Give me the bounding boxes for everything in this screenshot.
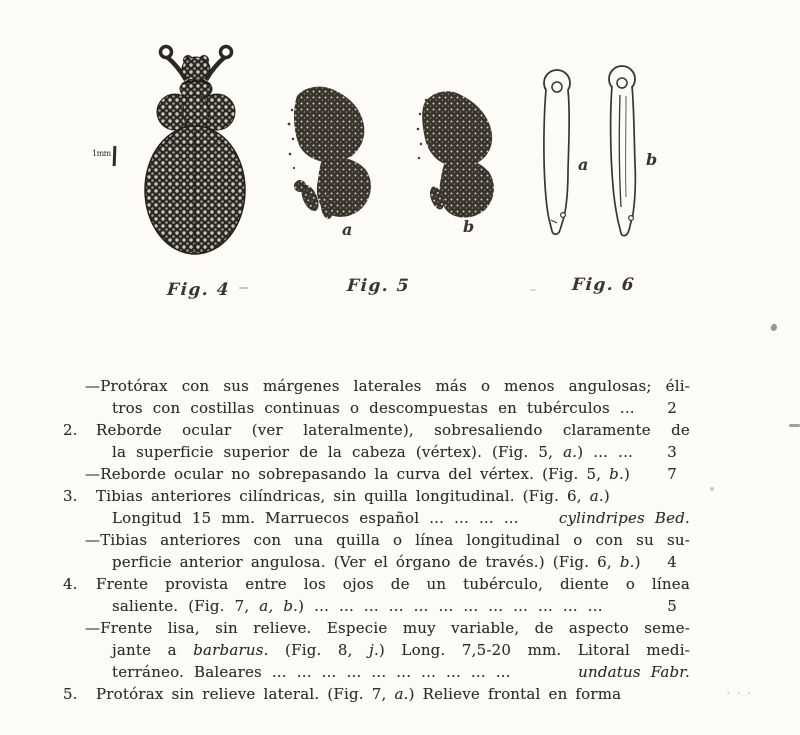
scan-artifact	[789, 424, 800, 427]
fig5-label-b: b	[463, 217, 475, 236]
key-line-1	[63, 375, 690, 397]
entry-number-marker: 3.	[63, 487, 78, 505]
key-line-14	[63, 661, 690, 683]
entry-dash-marker: —	[85, 377, 101, 395]
key-line-15	[63, 683, 690, 705]
entry-dash-marker: —	[85, 619, 101, 637]
key-line-3	[63, 419, 690, 441]
key-line-text: Reborde ocular no sobrepasando la curva del vértex. (Fig. 5,	[100, 465, 610, 483]
key-line-text: ) Relieve frontal en forma	[408, 685, 622, 703]
key-line-text: Protórax con sus márgenes laterales más o menos angulosas; éli-	[100, 377, 690, 395]
key-line-text: terráneo. Baleares ... ... ... ... ... ... ... ... ... ...	[112, 663, 511, 681]
entry-number-marker: 5.	[63, 685, 78, 703]
key-line-text: Frente lisa, sin relieve. Especie muy variable, de aspecto seme-	[100, 619, 690, 637]
key-line-text-italic: b.	[619, 553, 635, 571]
key-ref-number: 4	[667, 553, 677, 571]
key-line-text: Frente provista entre los ojos de un tubérculo, diente o línea	[96, 575, 690, 593]
key-line-11	[63, 595, 690, 617]
key-ref-species: cylindripes Bed.	[558, 509, 690, 527]
fig5-head-profiles-drawing	[288, 87, 494, 220]
entry-number-marker: 2.	[63, 421, 78, 439]
key-line-4	[63, 441, 690, 463]
figure-plate	[0, 0, 800, 330]
entry-dash-marker: —	[85, 531, 101, 549]
key-line-text-italic: a, b.	[259, 597, 299, 615]
key-line-text: ) ... ...	[577, 443, 633, 461]
key-line-text: Reborde ocular (ver lateralmente), sobresaliendo claramente de	[96, 421, 690, 439]
scan-artifact	[710, 487, 714, 491]
key-line-10	[63, 573, 690, 595]
key-ref-number: 3	[667, 443, 677, 461]
key-line-text: Tibias anteriores cilíndricas, sin quilla longitudinal. (Fig. 6,	[96, 487, 590, 505]
key-line-text-italic: a.	[589, 487, 604, 505]
scale-mark	[92, 149, 115, 168]
key-line-2	[63, 397, 690, 419]
entry-dash-marker: —	[85, 465, 101, 483]
key-ref-species: undatus Fabr.	[578, 663, 690, 681]
key-line-text: la superficie superior de la cabeza (vértex). (Fig. 5,	[112, 443, 564, 461]
key-line-text: )	[623, 465, 630, 483]
key-line-text: ) ... ... ... ... ... ... ... ... ... ... ... ...	[298, 597, 603, 615]
key-line-text: )	[634, 553, 641, 571]
key-line-12	[63, 617, 690, 639]
scan-artifact	[530, 289, 536, 291]
key-line-text-italic: b.	[609, 465, 624, 483]
key-line-7	[63, 507, 690, 529]
key-line-5	[63, 463, 690, 485]
key-line-text: jante a	[112, 641, 194, 659]
key-line-text: Longitud 15 mm. Marruecos español ... ... ... ...	[112, 509, 519, 527]
fig6-label-b: b	[646, 150, 658, 169]
fig5-caption: Fig. 5	[346, 276, 411, 296]
key-line-8	[63, 529, 690, 551]
key-line-text: tros con costillas continuas o descompuestas en tubérculos ...	[112, 399, 635, 417]
key-text-block	[63, 375, 690, 705]
key-line-text: Protórax sin relieve lateral. (Fig. 7,	[96, 685, 395, 703]
key-line-text: perficie anterior angulosa. (Ver el órgano de través.) (Fig. 6,	[112, 553, 620, 571]
fig5-label-a: a	[342, 220, 353, 239]
scan-artifact-dots: ···	[726, 686, 758, 702]
fig6-caption: Fig. 6	[571, 275, 636, 295]
scale-bar	[112, 146, 115, 166]
key-line-text-italic: a.	[563, 443, 578, 461]
key-line-6	[63, 485, 690, 507]
key-line-text: ) Long. 7,5-20 mm. Litoral medi-	[378, 641, 690, 659]
key-line-9	[63, 551, 690, 573]
fig4-beetle-drawing	[145, 47, 245, 255]
entry-number-marker: 4.	[63, 575, 78, 593]
scan-artifact	[239, 287, 248, 289]
key-line-text: saliente. (Fig. 7,	[112, 597, 260, 615]
key-line-text: . (Fig. 8,	[263, 641, 370, 659]
key-line-text-italic: barbarus	[193, 641, 264, 659]
fig6-label-a: a	[578, 155, 589, 174]
key-line-text: Tibias anteriores con una quilla o línea longitudinal o con su su-	[100, 531, 690, 549]
key-line-13	[63, 639, 690, 661]
key-ref-number: 5	[667, 597, 677, 615]
key-ref-number: 2	[667, 399, 677, 417]
key-line-text-italic: j.	[369, 641, 379, 659]
key-ref-number: 7	[667, 465, 677, 483]
fig6-tibiae-drawing	[544, 66, 635, 236]
key-line-text-italic: a.	[394, 685, 409, 703]
scale-label: 1mm	[92, 149, 111, 158]
key-line-text: )	[603, 487, 610, 505]
fig4-caption: Fig. 4	[166, 280, 231, 300]
